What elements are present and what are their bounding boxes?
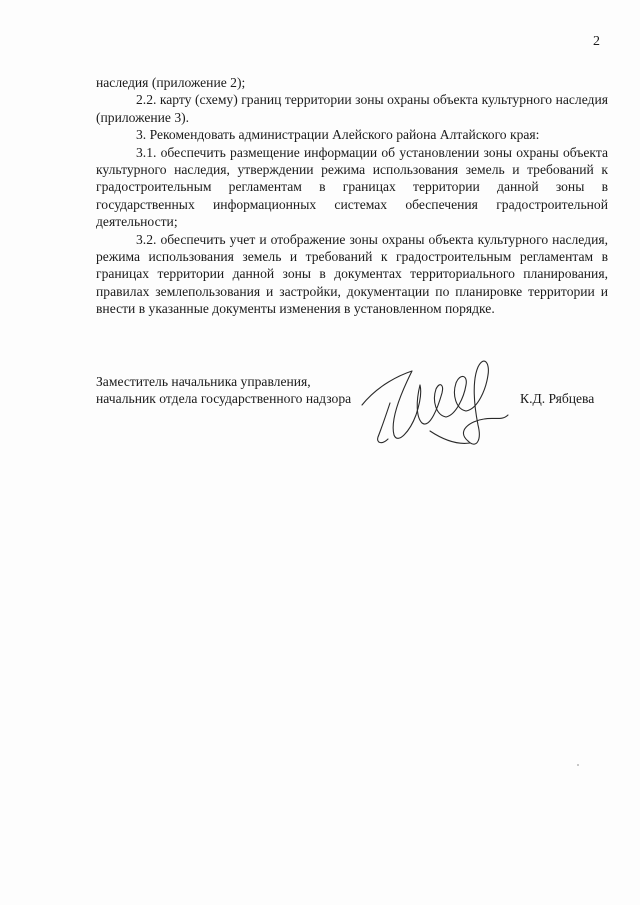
scan-speck <box>577 764 579 766</box>
paragraph-3-1: 3.1. обеспечить размещение информации об установлении зоны охраны объекта культурного наследия, утверждении режима использования земель и требований к градостроительным регламентам в границах территории данной зоны в государственных информационных системах обеспечения градостроительной деятельности; <box>96 144 608 230</box>
paragraph-continuation: наследия (приложение 2); <box>96 75 246 90</box>
document-body <box>96 74 608 318</box>
page-number: 2 <box>593 34 600 49</box>
signature-block <box>96 373 608 493</box>
paragraph-3-2: 3.2. обеспечить учет и отображение зоны охраны объекта культурного наследия, режима использования земель и требований к градостроительным регламентам в границах территории данной зоны в документах территориального планирования, правилах землепользования и застройки, документации по планировке территории и внести в указанные документы изменения в установленном порядке. <box>96 231 608 317</box>
signatory-name: К.Д. Рябцева <box>520 391 595 406</box>
handwritten-signature <box>360 345 520 465</box>
signatory-position <box>96 373 351 407</box>
signatory-position-line-1: Заместитель начальника управления, <box>96 374 311 389</box>
signatory-position-line-2: начальник отдела государственного надзора <box>96 391 352 406</box>
paragraph-3: 3. Рекомендовать администрации Алейского района Алтайского края: <box>136 127 540 143</box>
paragraph-2-2: 2.2. карту (схему) границ территории зоны охраны объекта культурного наследия (приложение 3). <box>96 92 608 125</box>
